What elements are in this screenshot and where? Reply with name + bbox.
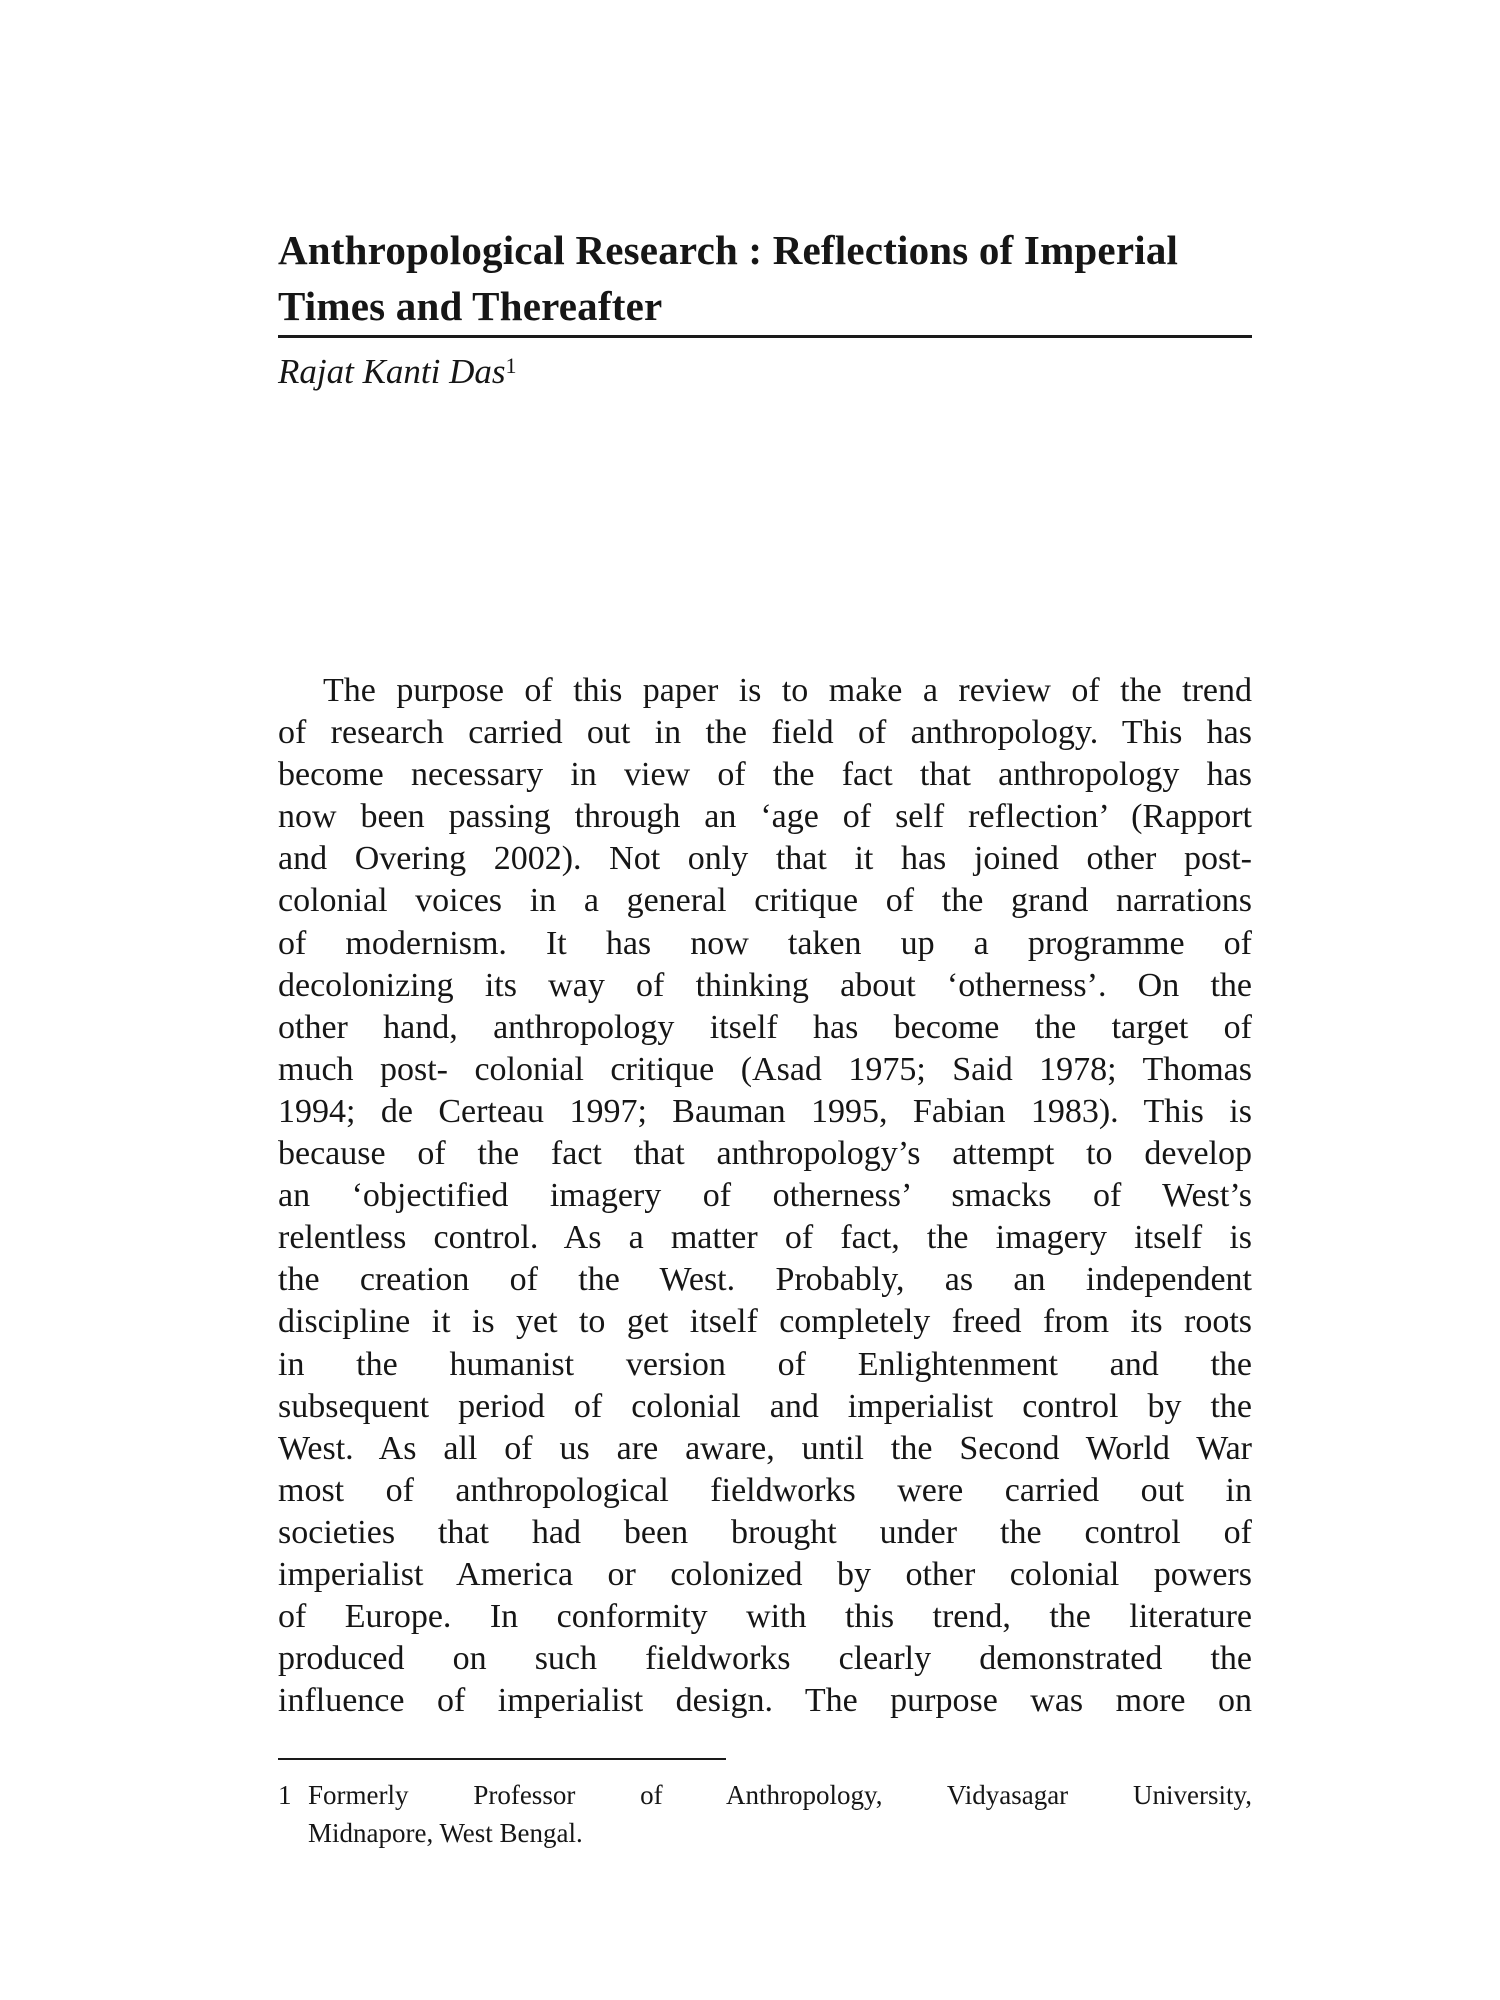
body-line: produced on such fieldworks clearly demonstrated the (278, 1640, 1252, 1678)
footnote-line (278, 1776, 1252, 1814)
body-line: decolonizing its way of thinking about ‘otherness’. On the (278, 966, 1252, 1004)
body-line: of modernism. It has now taken up a programme of (278, 924, 1252, 962)
body-line: 1994; de Certeau 1997; Bauman 1995, Fabian 1983). This is (278, 1092, 1252, 1130)
body-line: the creation of the West. Probably, as an independent (278, 1261, 1252, 1299)
body-line: societies that had been brought under the control of (278, 1513, 1252, 1551)
body-line: in the humanist version of Enlightenment and the (278, 1345, 1252, 1383)
body-line: other hand, anthropology itself has become the target of (278, 1008, 1252, 1046)
author-footnote-mark: 1 (505, 353, 517, 378)
body-line: of research carried out in the field of anthropology. This has (278, 714, 1252, 752)
author-name: Rajat Kanti Das (278, 352, 506, 391)
body-line: and Overing 2002). Not only that it has joined other post- (278, 840, 1252, 878)
body-paragraph (278, 670, 1252, 1722)
body-line: The purpose of this paper is to make a review of the trend (323, 672, 1252, 709)
footnote-text-line-2: Midnapore, West Bengal. (308, 1818, 583, 1848)
body-line: discipline it is yet to get itself completely freed from its roots (278, 1303, 1252, 1341)
body-line: now been passing through an ‘age of self reflection’ (Rapport (278, 798, 1252, 836)
footnote (278, 1776, 1252, 1852)
body-line: much post- colonial critique (Asad 1975; Said 1978; Thomas (278, 1050, 1252, 1088)
body-line: of Europe. In conformity with this trend, the literature (278, 1598, 1252, 1636)
body-line: an ‘objectified imagery of otherness’ smacks of West’s (278, 1177, 1252, 1215)
footnote-divider (278, 1758, 726, 1760)
body-line: because of the fact that anthropology’s attempt to develop (278, 1135, 1252, 1173)
footnote-number: 1 (278, 1780, 292, 1810)
article-title: Anthropological Research : Reflections of Imperial Times and Thereafter (278, 227, 1179, 329)
body-line: become necessary in view of the fact that anthropology has (278, 756, 1252, 794)
body-line: West. As all of us are aware, until the Second World War (278, 1429, 1252, 1467)
body-line: subsequent period of colonial and imperialist control by the (278, 1387, 1252, 1425)
title-divider (278, 335, 1252, 338)
body-line: relentless control. As a matter of fact, the imagery itself is (278, 1219, 1252, 1257)
footnote-text-line-1: Formerly Professor of Anthropology, Vidyasagar University, (308, 1780, 1252, 1810)
author-line (278, 350, 517, 394)
body-line: colonial voices in a general critique of the grand narrations (278, 882, 1252, 920)
body-line: influence of imperialist design. The purpose was more on (278, 1682, 1252, 1720)
body-line: imperialist America or colonized by other colonial powers (278, 1555, 1252, 1593)
body-line: most of anthropological fieldworks were carried out in (278, 1471, 1252, 1509)
